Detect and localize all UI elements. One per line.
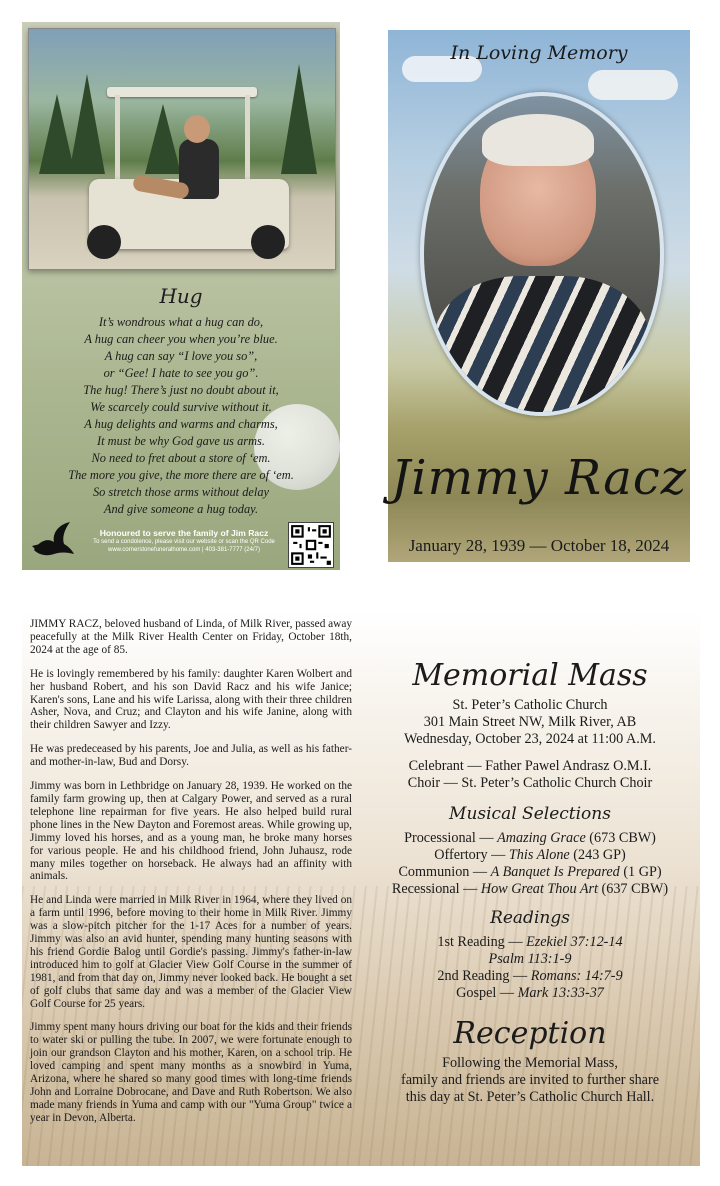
reading-title: Ezekiel 37:12-14 [526,934,623,950]
music-selection-ref: (243 GP) [569,847,626,863]
reading-title: Mark 13:33-37 [517,985,604,1001]
music-selection-role: Communion — [398,864,491,880]
qr-code-icon[interactable] [288,522,334,568]
footer-contact: www.cornerstonefuneralhome.com | 403-381-7777 (24/7) [108,547,260,553]
service-datetime: Wednesday, October 23, 2024 at 11:00 A.M. [404,731,656,747]
obituary-paragraph: Jimmy spent many hours driving our boat for the kids and their friends to water ski or pulling the tube. In 2007, we were fortunate enough to join our grandson Clayton and his mother, Karen, on a school trip. He loved camping and spent many months as a snowbird in Yuma, Arizona, where he shared so many good times with long-time friends John and Lorraine Dobrocane, and Dave and Ruth Robertson. We also made many friends in Yuma and camp with our "Yuma Group" twice a year in Devon, Alberta. [30,1021,352,1124]
funeral-home-footer [80,528,288,554]
reading [368,951,692,968]
reading [368,934,692,951]
poem-line: So stretch those arms without delay [92,485,270,499]
music-selection-ref: (637 CBW) [597,881,669,897]
musical-selections-title: Musical Selections [449,804,611,824]
celebrant: Celebrant — Father Pawel Andrasz O.M.I. [408,758,652,774]
obituary-paragraph: Jimmy was born in Lethbridge on January 28, 1939. He worked on the family farm growing up, then at Calgary Power, and served as a rural telephone line repairman for five years. He also helped build rural phone lines in the New Dayton and Foremost areas. While growing up, Jimmy loved his horses, and as a young man, he broke many horses for various people. He and his childhood friend, John Juhausz, rode many miles together on horseback. He always had an affinity with animals. [30,780,352,883]
poem-line: The more you give, the more there are of ‘em. [68,468,294,482]
music-selection-title: Amazing Grace [497,830,586,846]
portrait-card [380,22,698,570]
deceased-name: Jimmy Racz [390,450,688,506]
music-selection [368,830,692,847]
reading-role: 1st Reading — [437,934,527,950]
portrait-hair [482,114,594,166]
reading-title: Romans: 14:7-9 [530,968,623,984]
cart-roof [107,87,257,97]
obituary-paragraph: He was predeceased by his parents, Joe and Julia, as well as his father- and mother-in-law, Bud and Dorsy. [30,743,352,769]
tree-shape [281,64,317,174]
sky-field-background [388,30,690,562]
poem-line: A hug delights and warms and charms, [84,417,278,431]
man-head [184,115,210,143]
poem-text [32,314,330,518]
reading [368,985,692,1002]
music-selection-title: A Banquet Is Prepared [490,864,620,880]
poem-line: It’s wondrous what a hug can do, [98,315,264,329]
readings-title: Readings [490,908,570,928]
tree-shape [69,74,105,174]
memorial-mass-title: Memorial Mass [412,658,648,693]
choir: Choir — St. Peter’s Catholic Church Choir [407,775,653,791]
reception-line: this day at St. Peter’s Catholic Church Hall. [405,1089,655,1105]
poem-card [22,22,340,570]
music-selection-title: This Alone [508,847,570,863]
reading [368,968,692,985]
music-selection-role: Processional — [404,830,498,846]
reading-role: 2nd Reading — [437,968,531,984]
footer-honoured: Honoured to serve the family of Jim Racz [99,528,269,538]
life-dates: January 28, 1939 — October 18, 2024 [408,536,670,555]
poem-line: We scarcely could survive without it. [90,400,272,414]
reception-line: Following the Memorial Mass, [442,1055,618,1071]
reading-role: Gospel — [456,985,518,1001]
wheel [87,225,121,259]
music-selection [368,847,692,864]
reception-text [368,1055,692,1106]
church-address: 301 Main Street NW, Milk River, AB [423,714,637,730]
music-selection-role: Offertory — [434,847,509,863]
obituary-paragraph: He and Linda were married in Milk River in 1964, where they lived on a farm until 1996, before moving to their home in Milk River. Jimmy was a slow-pitch pitcher for the 1-17 Aces for a number of years. Jimmy was also an avid hunter, spending many hunting seasons with his friend Gordie Balog until Gordie's passing. Jimmy's father-in-law introduced him to golf at Glacier View Golf Course in the summer of 1981, and from that day on, Jimmy never looked back. He bought a set of golf clubs that same day and was a member of the Glacier View Golf Course for 25 years. [30,894,352,1010]
poem-line: The hug! There’s just no doubt about it, [83,383,279,397]
poem-title: Hug [159,284,203,308]
footer-condolence: To send a condolence, please visit our website or scan the QR Code [93,539,275,545]
poem-line: And give someone a hug today. [103,502,259,516]
tree-shape [145,104,181,174]
music-selection-ref: (673 CBW) [585,830,656,846]
musical-selections-list [368,830,692,898]
service-details [368,658,692,1106]
reception-line: family and friends are invited to further share [400,1072,660,1088]
poem-line: A hug can say “I love you so”, [104,349,258,363]
poem-line: It must be why God gave us arms. [97,434,265,448]
striped-shirt [434,276,650,416]
readings-list [368,934,692,1002]
in-loving-memory-heading: In Loving Memory [450,42,628,64]
poem-line: A hug can cheer you when you’re blue. [84,332,278,346]
music-selection-role: Recessional — [391,881,481,897]
reception-title: Reception [453,1016,607,1051]
music-selection-ref: (1 GP) [619,864,662,880]
portrait-oval [420,92,664,416]
poem-line: No need to fret about a store of ‘em. [91,451,271,465]
dove-icon [30,520,76,560]
cloud [588,70,678,100]
wheel [251,225,285,259]
music-selection [368,881,692,898]
music-selection [368,864,692,881]
music-selection-title: How Great Thou Art [480,881,598,897]
golf-cart-photo [28,28,336,270]
church-name: St. Peter’s Catholic Church [452,697,608,713]
obituary-paragraph: He is lovingly remembered by his family: daughter Karen Wolbert and her husband Robert, and his son David Racz and his wife Janice; Karen's sons, Lane and his wife Larissa, along with their three children Asher, Nova, and Cruz; and Clayton and his wife Janine, along with their children Sawyer and Izzy. [30,667,352,732]
poem-line: or “Gee! I hate to see you go”. [103,366,259,380]
obituary-service-card [22,612,700,1166]
reading-title: Psalm 113:1-9 [488,951,572,967]
obituary-text [30,618,352,1136]
obituary-paragraph: JIMMY RACZ, beloved husband of Linda, of Milk River, passed away peacefully at the Milk River Health Center on Friday, October 18th, 2024 at the age of 85. [30,618,352,656]
